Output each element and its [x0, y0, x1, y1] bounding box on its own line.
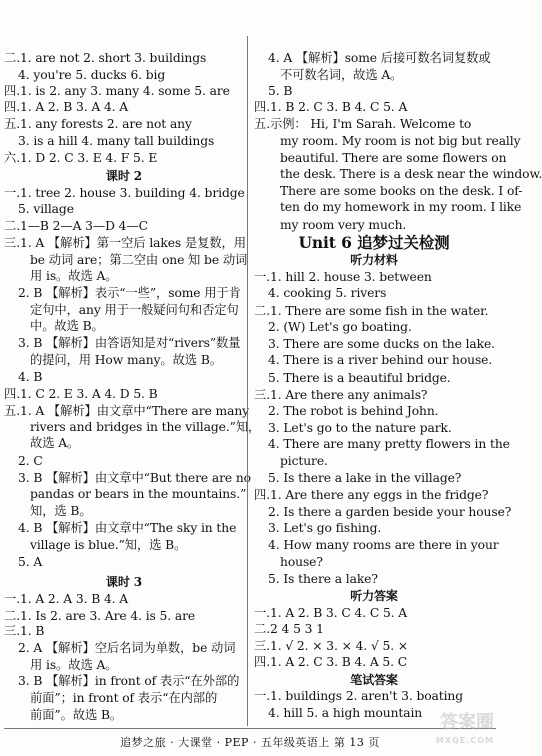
left-answer-line: 三.1. A 【解析】第一空后 lakes 是复数，用	[4, 236, 246, 250]
right-answer-line: house?	[280, 555, 323, 569]
right-answer-line: 四.1. A 2. C 3. B 4. A 5. C	[254, 655, 408, 669]
right-answer-line: 不可数名词，故选 A。	[280, 68, 403, 82]
right-answer-line: my room. My room is not big but really	[280, 134, 521, 148]
left-answer-line: 六.1. D 2. C 3. E 4. F 5. E	[4, 151, 158, 165]
right-answer-line: Unit 6 追梦过关检测	[298, 233, 450, 252]
right-answer-line: 2. Is there a garden beside your house?	[268, 505, 512, 519]
right-answer-line: 4. There are many pretty flowers in the	[268, 437, 510, 451]
right-answer-line: 4. hill 5. a high mountain	[268, 706, 423, 720]
left-answer-line: 2. B 【解析】表示“一些”，some 用于肯	[18, 286, 241, 300]
right-answer-line: 4. How many rooms are there in your	[268, 538, 499, 552]
watermark-logo	[428, 714, 494, 754]
left-answer-line: 一.1. tree 2. house 3. building 4. bridge	[4, 186, 245, 200]
right-answer-line: 四.1. B 2. C 3. B 4. C 5. A	[254, 100, 408, 114]
left-answer-line: 前面”；in front of 表示“在内部的	[30, 691, 218, 705]
right-answer-line: 二.1. There are some fish in the water.	[254, 304, 489, 318]
left-answer-line: 二.1. are not 2. short 3. buildings	[4, 51, 207, 65]
right-answer-line: 三.1. Are there any animals?	[254, 388, 428, 402]
right-answer-line: picture.	[280, 454, 328, 468]
right-answer-line: There are some books on the desk. I of-	[280, 184, 523, 198]
left-answer-line: 二.1—B 2—A 3—D 4—C	[4, 219, 148, 233]
left-answer-line: be 动词 are；第二空由 one 知 be 动词	[30, 253, 248, 267]
left-answer-line: 一.1. A 2. A 3. B 4. A	[4, 592, 129, 606]
right-answer-line: 3. Let's go fishing.	[268, 521, 382, 535]
left-answer-line: 中。故选 B。	[30, 319, 104, 333]
right-answer-line: ten do my homework in my room. I like	[280, 200, 522, 214]
right-answer-line: my room very much.	[280, 218, 407, 232]
right-answer-line: 听力材料	[350, 253, 398, 267]
left-answer-line: 4. you're 5. ducks 6. big	[18, 68, 166, 82]
right-answer-line: 四.1. Are there any eggs in the fridge?	[254, 488, 489, 502]
left-answer-line: rivers and bridges in the village.”知，	[30, 420, 261, 434]
footer-rule	[4, 728, 496, 729]
right-answer-line: 5. Is there a lake?	[268, 572, 378, 586]
left-answer-line: 三.1. B	[4, 624, 45, 638]
right-answer-line: 2. The robot is behind John.	[268, 404, 439, 418]
right-answer-line: 3. There are some ducks on the lake.	[268, 337, 495, 351]
right-answer-line: 三.1. √ 2. × 3. × 4. √ 5. ×	[254, 639, 409, 653]
left-answer-line: 3. B 【解析】由答语知是对“rivers”数量	[18, 336, 241, 350]
column-divider	[247, 36, 248, 726]
right-answer-line: 5. B	[268, 84, 293, 98]
left-answer-line: 五.1. any forests 2. are not any	[4, 117, 192, 131]
left-answer-line: 知，选 B。	[30, 504, 92, 518]
right-answer-line: the desk. There is a desk near the window.	[280, 167, 542, 181]
right-answer-line: 一.1. hill 2. house 3. between	[254, 270, 432, 284]
left-answer-line: 四.1. is 2. any 3. many 4. some 5. are	[4, 84, 230, 98]
right-answer-line: 二.2 4 5 3 1	[254, 622, 324, 636]
left-answer-line: 3. is a hill 4. many tall buildings	[18, 134, 215, 148]
left-answer-line: 前面”。故选 B。	[30, 708, 123, 722]
left-answer-line: pandas or bears in the mountains.”	[30, 487, 247, 501]
right-answer-line: beautiful. There are some flowers on	[280, 151, 507, 165]
right-answer-line: 4. cooking 5. rivers	[268, 286, 387, 300]
left-answer-line: 故选 A。	[30, 436, 80, 450]
left-answer-line: 用 is。故选 A。	[30, 269, 118, 283]
left-answer-line: village is blue.”知，选 B。	[30, 538, 187, 552]
right-answer-line: 一.1. A 2. B 3. C 4. C 5. A	[254, 606, 408, 620]
page-footer: 追梦之旅 · 大课堂 · PEP · 五年级英语上 第 13 页	[120, 736, 380, 749]
left-answer-line: 四.1. A 2. B 3. A 4. A	[4, 100, 129, 114]
left-answer-line: 5. village	[18, 202, 74, 216]
right-answer-line: 听力答案	[350, 589, 398, 603]
right-answer-line: 3. Let's go to the nature park.	[268, 421, 452, 435]
left-answer-line: 五.1. A 【解析】由文章中“There are many	[4, 404, 250, 418]
left-answer-line: 的提问，用 How many。故选 B。	[30, 353, 222, 367]
left-answer-line: 2. A 【解析】空后名词为单数，be 动词	[18, 641, 236, 655]
left-answer-line: 用 is。故选 A。	[30, 658, 118, 672]
right-answer-line: 4. There is a river behind our house.	[268, 353, 493, 367]
left-answer-line: 课时 3	[105, 575, 143, 589]
left-answer-line: 4. B	[18, 370, 43, 384]
right-answer-line: 一.1. buildings 2. aren't 3. boating	[254, 689, 464, 703]
watermark-text: 答案圈	[440, 712, 494, 733]
right-answer-line: 五.示例： Hi, I'm Sarah. Welcome to	[254, 117, 472, 131]
right-answer-line: 4. A 【解析】some 后接可数名词复数或	[268, 51, 491, 65]
left-answer-line: 课时 2	[105, 169, 143, 183]
left-answer-line: 3. B 【解析】由文章中“But there are no	[18, 471, 251, 485]
left-answer-line: 3. B 【解析】in front of 表示“在外部的	[18, 674, 240, 688]
right-answer-line: 笔试答案	[350, 673, 398, 687]
left-answer-line: 2. C	[18, 454, 43, 468]
right-answer-line: 5. There is a beautiful bridge.	[268, 371, 451, 385]
left-answer-line: 四.1. C 2. E 3. A 4. D 5. B	[4, 387, 158, 401]
right-answer-line: 2. (W) Let's go boating.	[268, 320, 412, 334]
watermark-url: MXQE.COM	[435, 736, 494, 745]
left-answer-line: 5. A	[18, 555, 43, 569]
left-answer-line: 二.1. Is 2. are 3. Are 4. is 5. are	[4, 609, 196, 623]
right-answer-line: 5. Is there a lake in the village?	[268, 471, 462, 485]
left-answer-line: 定句中，any 用于一般疑问句和否定句	[30, 303, 239, 317]
left-answer-line: 4. B 【解析】由文章中“The sky in the	[18, 521, 237, 535]
